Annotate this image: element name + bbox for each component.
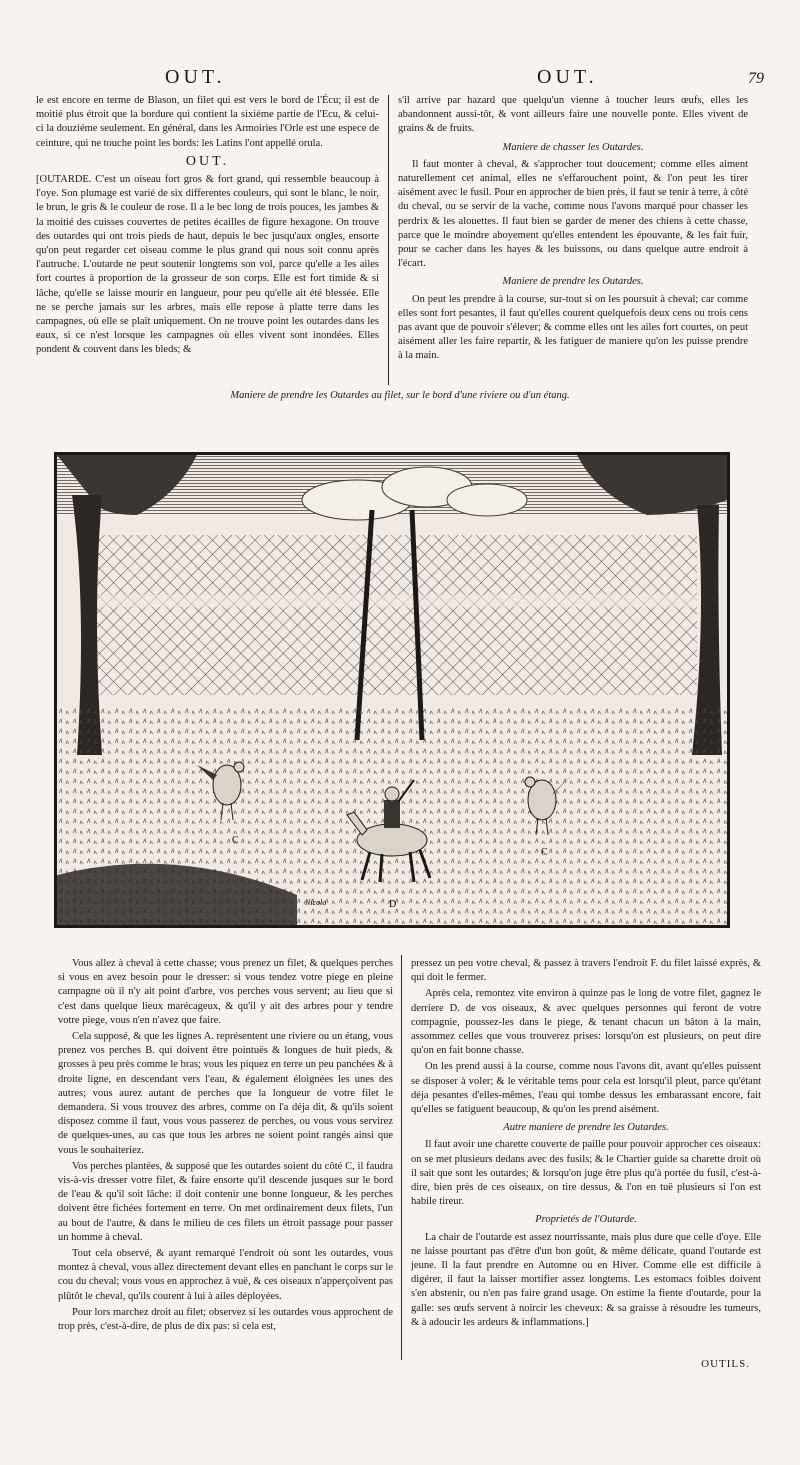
paragraph-proprietes: La chair de l'outarde est assez nourrissante, mais plus dure que celle d'oye. Elle ne laisse pourtant pas d'être d'un bon goût, & même délicate, quand l'outarde est jeune. Il la faut prendre en Automne ou en Hiver. Comme elle est difficile à digérer, il faut la laisser mortifier assez longtems. Les estomacs foibles doivent s'en abstenir, ou n'en pas faire grand usage. On estime la fiente d'outarde, pour la galle: ses œufs servent à noircir les cheveux: & sa graisse à résoudre les tumeurs, & à adoucir les ardeurs & inflammations.] (411, 1231, 761, 1328)
entry-orle-continued: le est encore en terme de Blason, un filet qui est vers le bord de l'Écu; il est de moitié plus étroit que la bordure qui contient la sixiéme partie de l'Ecu, & celui-ci la douziéme seulement. En général, dans les Armoiries l'Orle est une espece de ceinture, qui ne touche point les bords: les Latins l'ont appellé orula. (36, 95, 379, 149)
paragraph-prendre: On peut les prendre à la course, sur-tout si on les poursuit à cheval; car comme elles sont fort pesantes, il faut qu'elles courent quelquefois deux cens ou trois cens pas avant que de pouvoir s'élever; & comme elles ont les ailes fort courtes, on peut aisément aller les faire repartir, & les fatiguer de maniere qu'on les puisse prendre à la main. (398, 293, 748, 362)
fishing-net (87, 535, 697, 695)
plate-label-c-left: C (232, 835, 239, 846)
section-heading-autre-maniere: Autre maniere de prendre les Outardes. (503, 1122, 669, 1134)
page-number: 79 (748, 70, 764, 87)
paragraph-course: On les prend aussi à la course, comme nous l'avons dit, avant qu'elles puissent se disposer à voler; & le véritable tems pour cela est lorsqu'il pleut, parce qu'étant déja pesantes d'elles-mêmes, l'eau qui tombe dessus les embarassant encore, fait qu'elles se fatiguent beaucoup, & qu'on les prend aisément. (411, 1061, 761, 1116)
column-top-right (398, 94, 748, 366)
column-top-left (36, 94, 379, 360)
paragraph-marchez: Pour lors marchez droit au filet; observez si les outardes vous approchent de trop près, c'est-à-dire, de plus de dix pas: si cela est, (58, 1306, 393, 1333)
plate-label-d: D (389, 899, 397, 910)
paragraph-pressez: pressez un peu votre cheval, & passez à travers l'endroit F. du filet laissé exprès, & qui doit le fermer. (411, 958, 761, 984)
section-heading-proprietes: Proprietés de l'Outarde. (535, 1214, 637, 1226)
entry-heading-out: OUT. (185, 153, 230, 169)
paragraph-chasse-filet: Vous allez à cheval à cette chasse; vous prenez un filet, & quelques perches si vous en avez besoin pour le dresser: si vous tendez votre piege en pleine campagne où il n'y ait point d'arbre, vos perches vous servent; au lieu que si c'est dans quelque lieux marécageux, & qu'il y ait des arbres pour y tendre votre piege, vous n'en n'avez que faire. (58, 958, 393, 1026)
entry-outarde-continued: s'il arrive par hazard que quelqu'un vienne à toucher leurs œufs, elles les abandonnent aussi-tôt, & vont ailleurs faire une nouvelle ponte. Elles vivent de grains & de fruits. (398, 95, 748, 135)
column-bottom-left (58, 957, 393, 1336)
paragraph-approche: Tout cela observé, & ayant remarqué l'endroit où sont les outardes, vous montez à cheval, vous allez directement devant elles en panchant le corps sur le cou du cheval; vous vous en approchez à vuë, & ces oiseaux n'apperçoivent pas plûtôt le cheval, qu'ils courent à lui à ailes déployées. (58, 1248, 393, 1302)
engraver-signature: Nicolo (305, 898, 327, 907)
entry-outarde: [OUTARDE. C'est un oiseau fort gros & fort grand, qui ressemble beaucoup à l'oye. Son plumage est varié de six differentes couleurs, qui sont le blanc, le noir, le brun, le gris & le couleur de rose. Il a le bec long de trois pouces, les jambes & la moitié des cuisses couvertes de petites écailles de figure hexagone. On trouve des outardes qui ont trois pieds de haut, depuis le bec jusqu'aux ongles, ensorte qu'on peut regarder cet oiseau comme le plus grand qui nous soit connu après l'autruche. L'outarde ne peut soutenir longtems son vol, parce qu'elle a les ailes fort courtes à proportion de la grosseur de son corps. Elle est fort timide & si lâche, qu'elle se laisse mourir en langueur, pour peu qu'elle ait été blessée. Elle ne se perche jamais sur les arbres, mais elle repose à platte terre dans les campagnes, où elle se plaît uniquement. On ne trouve point les outardes dans les eaux, si ce n'est lorsque les campagnes où elles vivent sont inondées. Elles pondent & couvent dans les bleds; & (36, 174, 379, 356)
paragraph-perches: Cela supposé, & que les lignes A. représentent une riviere ou un étang, vous prenez vos perches B. qui doivent être pointuës & longues de huit pieds, & grosses à peu près comme le bras; vous les piquez en terre un peu panchées & à droite ligne, en descendant vers l'eau, & également éloignées les unes des autres; vous aurez autant de perches que la longueur de votre filet le demandera. Si vous trouvez des arbres, comme on l'a déja dit, & qu'ils soient disposez comme il faut, vous vous passerez de perches, ou vous vous servirez de quelques-unes, au cas que tous les arbres ne soient point rangés ainsi que vous le souhaiteriez. (58, 1031, 393, 1156)
engraving-illustration (57, 455, 727, 925)
column-divider-top (388, 95, 389, 385)
paragraph-charette: Il faut avoir une charette couverte de paille pour pouvoir approcher ces oiseaux: on se met plusieurs dedans avec des fusils; & le Chartier guide sa charette droit où il sait que sont les outardes; & lorsqu'on juge être plus qu'à portée du fusil, c'est-à-dire, bien près de ces oiseaux, on tire dessus, & l'on en tuë plusieurs si l'on est habile tireur. (411, 1139, 761, 1208)
paragraph-remontez: Après cela, remontez vite environ à quinze pas le long de votre filet, gagnez le derriere D. de vos oiseaux, & avec quelques personnes qui feront de votre compagnie, poussez-les dans le piege, & tenant chacun un bâton à la main, assommez celles que vous trouverez prises: lorsqu'on est plusieurs, on peut dire qu'on en fait bonne chasse. (411, 988, 761, 1057)
engraving-plate (54, 452, 730, 928)
net-band (87, 595, 697, 607)
running-head-left: OUT. (165, 66, 226, 88)
column-bottom-right (411, 957, 761, 1332)
catchword: OUTILS. (701, 1358, 750, 1370)
paragraph-filet-dresser: Vos perches plantées, & supposé que les outardes soient du côté C, il faudra vis-à-vis dresser votre filet, & faire ensorte qu'il descende jusques sur le bord de l'eau & qu'il soit lâche: il doit contenir une bonne longueur, & les perches doivent être fichées fortement en terre. On met ordinairement deux filets, l'un au bout de l'autre, & dans le milieu de ces filets un étroit passage pour passer un homme à cheval. (58, 1160, 393, 1243)
running-head-right: OUT. (537, 66, 598, 88)
column-divider-bottom (401, 955, 402, 1360)
plate-caption: Maniere de prendre les Outardes au filet, sur le bord d'une riviere ou d'un étang. (230, 390, 570, 401)
section-heading-prendre: Maniere de prendre les Outardes. (502, 276, 644, 288)
plate-label-c-right: C (541, 847, 548, 858)
section-heading-chasser: Maniere de chasser les Outardes. (502, 141, 644, 153)
paragraph-chasser: Il faut monter à cheval, & s'approcher tout doucement; comme elles aiment naturellement cet animal, elles ne s'effarouchent point, & l'on peut les tirer aisément avec le fusil. Pour en approcher de bien près, il faut se tenir à terre, à côté du cheval, ou se servir de la vache, comme nous l'avons marqué pour chasser les perdrix & les alouettes. Il faut bien se garder de mener des chiens à cette chasse, parce que le moindre aboyement qu'elles entendent les épouvante, & les fait fuir, pour se cacher dans les hayes & les buissons, ou dans quelque autre endroit à l'écart. (398, 158, 748, 270)
